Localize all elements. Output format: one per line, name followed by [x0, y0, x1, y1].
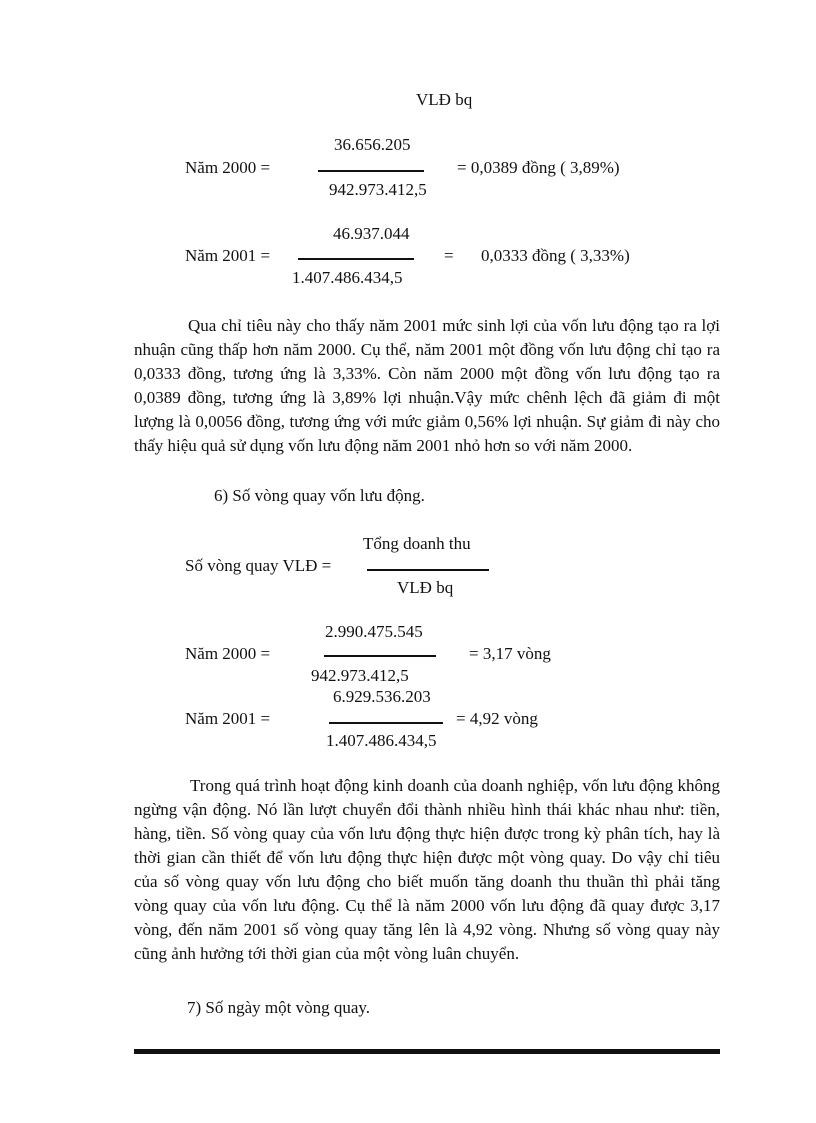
turnover-formula-numerator: Tổng doanh thu — [363, 534, 471, 553]
turnover-2001-result: = 4,92 vòng — [456, 709, 538, 728]
profit-2000-fraction-bar — [318, 170, 424, 172]
turnover-2001-numerator: 6.929.536.203 — [333, 687, 431, 706]
turnover-formula-fraction-bar — [367, 569, 489, 571]
turnover-2000-label: Năm 2000 = — [185, 644, 271, 663]
turnover-2000-denominator: 942.973.412,5 — [311, 666, 409, 685]
turnover-2000-result: = 3,17 vòng — [469, 644, 551, 663]
top-denominator: VLĐ bq — [416, 90, 473, 109]
profit-2001-equals: = — [444, 246, 454, 265]
profit-2001-numerator: 46.937.044 — [333, 224, 410, 243]
turnover-2001-denominator: 1.407.486.434,5 — [326, 731, 437, 750]
turnover-2000-fraction-bar — [324, 655, 436, 657]
turnover-2001-fraction-bar — [329, 722, 443, 724]
analysis-paragraph-1: Qua chỉ tiêu này cho thấy năm 2001 mức sinh lợi của vốn lưu động tạo ra lợi nhuận cũng thấp hơn năm 2000. Cụ thể, năm 2001 một đồng vốn lưu động chỉ tạo ra 0,0333 đồng, tương ứng là 3,33%. Còn năm 2000 một đồng vốn lưu động tạo ra 0,0389 đồng, tương ứng là 3,89% lợi nhuận.Vậy mức chênh lệch đã giảm đi một lượng là 0,0056 đồng, tương ứng với mức giảm 0,56% lợi nhuận. Sự giảm đi này cho thấy hiệu quả sử dụng vốn lưu động năm 2001 nhỏ hơn so với năm 2000. — [134, 316, 720, 455]
page-footer-rule — [134, 1049, 720, 1054]
section-6-heading: 6) Số vòng quay vốn lưu động. — [214, 486, 425, 505]
profit-2000-label: Năm 2000 = — [185, 158, 271, 177]
profit-2001-fraction-bar — [298, 258, 414, 260]
analysis-paragraph-2: Trong quá trình hoạt động kinh doanh của doanh nghiệp, vốn lưu động không ngừng vận động. Nó lần lượt chuyển đổi thành nhiều hình thái khác nhau như: tiền, hàng, tiền. Số vòng quay của vốn lưu động thực hiện được trong kỳ phân tích, hay là thời gian cần thiết để vốn lưu động thực hiện được một vòng quay. Do vậy chỉ tiêu của số vòng quay vốn lưu động cho biết muốn tăng doanh thu thuần thì phải tăng vòng quay của vốn lưu động. Cụ thể là năm 2000 vốn lưu động đã quay được 3,17 vòng, đến năm 2001 số vòng quay tăng lên là 4,92 vòng. Nhưng số vòng quay này cũng ảnh hưởng tới thời gian của một vòng luân chuyển. — [134, 776, 720, 963]
profit-2000-numerator: 36.656.205 — [334, 135, 411, 154]
turnover-formula-label: Số vòng quay VLĐ = — [185, 556, 332, 575]
profit-2001-label: Năm 2001 = — [185, 246, 271, 265]
profit-2001-result: 0,0333 đồng ( 3,33%) — [481, 246, 630, 265]
section-7-heading: 7) Số ngày một vòng quay. — [187, 998, 371, 1017]
turnover-formula-denominator: VLĐ bq — [397, 578, 454, 597]
profit-2000-denominator: 942.973.412,5 — [329, 180, 427, 199]
profit-2000-result: = 0,0389 đồng ( 3,89%) — [457, 158, 620, 177]
turnover-2000-numerator: 2.990.475.545 — [325, 622, 423, 641]
turnover-2001-label: Năm 2001 = — [185, 709, 271, 728]
profit-2001-denominator: 1.407.486.434,5 — [292, 268, 403, 287]
